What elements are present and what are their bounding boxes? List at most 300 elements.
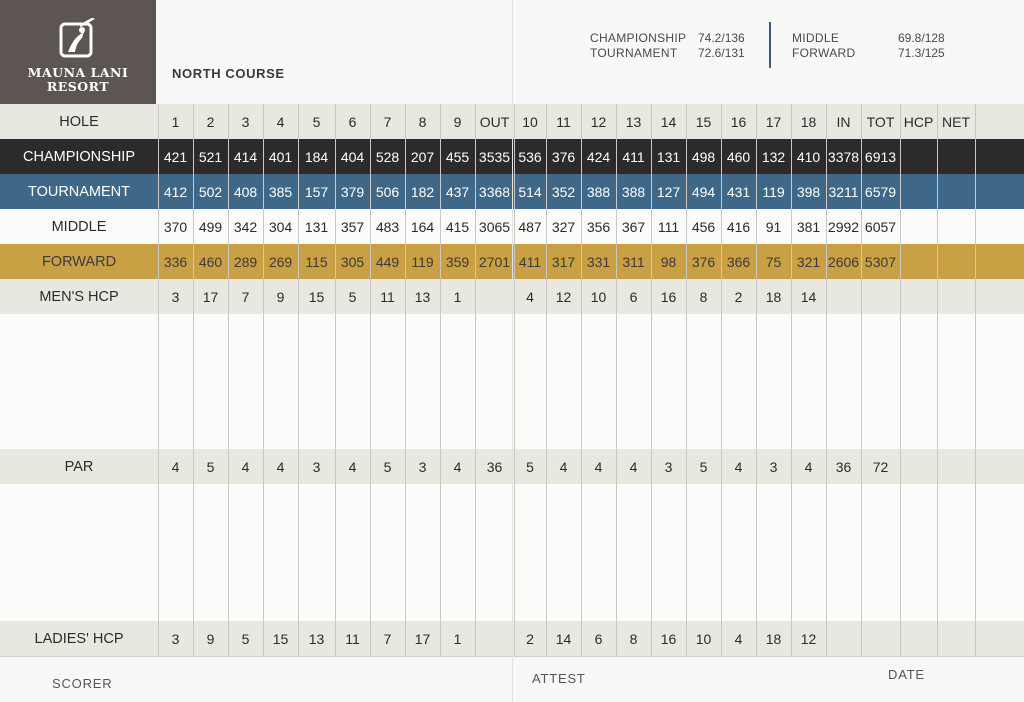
score-cell[interactable] xyxy=(193,554,228,589)
score-cell[interactable] xyxy=(861,519,900,554)
score-cell: 18 xyxy=(765,288,782,305)
score-cell: 14 xyxy=(800,288,817,305)
logo-line1: MAUNA LANI xyxy=(27,65,129,80)
score-cell: 13 xyxy=(414,288,431,305)
score-cell[interactable] xyxy=(228,554,263,589)
score-cell[interactable] xyxy=(440,484,475,519)
score-cell: 401 xyxy=(268,148,293,165)
score-cell[interactable] xyxy=(975,484,1024,519)
score-cell[interactable] xyxy=(937,519,975,554)
score-cell: 11 xyxy=(345,630,360,647)
score-cell[interactable] xyxy=(826,519,861,554)
score-cell[interactable] xyxy=(686,349,721,384)
score-cell[interactable] xyxy=(158,519,193,554)
score-cell[interactable] xyxy=(514,384,546,419)
score-cell[interactable] xyxy=(975,519,1024,554)
score-cell: 366 xyxy=(726,253,751,270)
score-cell: 8 xyxy=(418,113,427,130)
score-cell[interactable] xyxy=(791,484,826,519)
score-cell[interactable] xyxy=(651,554,686,589)
score-cell: 460 xyxy=(726,148,751,165)
score-cell: 506 xyxy=(375,183,400,200)
score-cell: 289 xyxy=(233,253,258,270)
score-cell: 5 xyxy=(383,458,392,475)
score-cell: 412 xyxy=(163,183,188,200)
row-label: HOLE xyxy=(59,113,99,130)
score-cell: 3 xyxy=(418,458,427,475)
score-cell[interactable] xyxy=(937,589,975,624)
score-cell[interactable] xyxy=(581,484,616,519)
score-cell[interactable] xyxy=(158,384,193,419)
row-label xyxy=(0,589,158,624)
score-cell[interactable] xyxy=(791,314,826,349)
score-cell xyxy=(900,244,937,279)
score-cell[interactable] xyxy=(616,314,651,349)
score-cell: 75 xyxy=(765,253,782,270)
score-cell[interactable] xyxy=(900,519,937,554)
score-cell: OUT xyxy=(479,113,510,130)
score-cell[interactable] xyxy=(514,349,546,384)
score-cell[interactable] xyxy=(370,589,405,624)
score-cell[interactable] xyxy=(440,384,475,419)
logo xyxy=(0,0,156,104)
score-cell[interactable] xyxy=(370,519,405,554)
score-cell[interactable] xyxy=(581,589,616,624)
score-cell[interactable] xyxy=(370,554,405,589)
rating-divider xyxy=(769,22,771,68)
score-cell xyxy=(975,279,1024,314)
score-cell: 2701 xyxy=(478,253,511,270)
score-cell: 9 xyxy=(206,630,215,647)
score-cell[interactable] xyxy=(335,314,370,349)
score-cell: 416 xyxy=(726,218,751,235)
score-cell[interactable] xyxy=(861,314,900,349)
score-cell: 72 xyxy=(872,458,889,475)
score-cell[interactable] xyxy=(263,484,298,519)
score-cell: 127 xyxy=(656,183,681,200)
score-cell: 119 xyxy=(411,253,434,270)
grid-line xyxy=(861,104,862,656)
score-cell: 157 xyxy=(304,183,329,200)
score-cell[interactable] xyxy=(546,349,581,384)
score-cell[interactable] xyxy=(228,519,263,554)
score-cell xyxy=(900,449,937,484)
score-cell[interactable] xyxy=(651,384,686,419)
score-cell: 3211 xyxy=(828,183,859,200)
score-cell[interactable] xyxy=(937,554,975,589)
score-cell[interactable] xyxy=(686,314,721,349)
grid-line xyxy=(900,104,901,656)
grid-line xyxy=(581,104,582,656)
score-cell: 6 xyxy=(594,630,603,647)
score-cell: 321 xyxy=(796,253,821,270)
score-cell[interactable] xyxy=(335,349,370,384)
score-cell[interactable] xyxy=(405,589,440,624)
score-cell[interactable] xyxy=(158,349,193,384)
score-cell: 3 xyxy=(241,113,250,130)
score-cell[interactable] xyxy=(686,484,721,519)
card-fold xyxy=(512,0,513,702)
score-cell[interactable] xyxy=(900,484,937,519)
score-cell[interactable] xyxy=(335,589,370,624)
score-cell[interactable] xyxy=(440,519,475,554)
score-cell[interactable] xyxy=(546,554,581,589)
score-cell[interactable] xyxy=(721,519,756,554)
score-cell: 421 xyxy=(163,148,188,165)
score-cell: 13 xyxy=(308,630,325,647)
score-cell: 4 xyxy=(276,458,285,475)
score-cell[interactable] xyxy=(514,314,546,349)
score-cell[interactable] xyxy=(861,484,900,519)
score-cell[interactable] xyxy=(405,519,440,554)
score-cell[interactable] xyxy=(440,314,475,349)
score-cell[interactable] xyxy=(228,349,263,384)
score-cell: 356 xyxy=(586,218,611,235)
score-cell[interactable] xyxy=(440,589,475,624)
score-cell[interactable] xyxy=(298,519,335,554)
score-cell[interactable] xyxy=(546,314,581,349)
score-cell: 15 xyxy=(308,288,325,305)
score-cell[interactable] xyxy=(158,554,193,589)
score-cell[interactable] xyxy=(581,384,616,419)
score-cell[interactable] xyxy=(581,314,616,349)
score-cell[interactable] xyxy=(721,384,756,419)
score-cell[interactable] xyxy=(721,314,756,349)
score-cell[interactable] xyxy=(581,554,616,589)
score-cell[interactable] xyxy=(193,519,228,554)
score-cell xyxy=(975,139,1024,174)
score-cell[interactable] xyxy=(651,589,686,624)
score-cell[interactable] xyxy=(228,589,263,624)
grid-line xyxy=(158,104,159,656)
score-cell: 6579 xyxy=(864,183,897,200)
score-cell: 410 xyxy=(796,148,821,165)
score-cell[interactable] xyxy=(756,384,791,419)
score-cell[interactable] xyxy=(616,589,651,624)
score-cell: 498 xyxy=(691,148,716,165)
row-label xyxy=(0,349,158,384)
score-cell: 119 xyxy=(762,183,785,200)
score-cell[interactable] xyxy=(686,554,721,589)
score-cell[interactable] xyxy=(900,349,937,384)
score-cell[interactable] xyxy=(900,554,937,589)
grid-line xyxy=(975,104,976,656)
score-cell[interactable] xyxy=(937,314,975,349)
score-cell[interactable] xyxy=(546,519,581,554)
score-cell[interactable] xyxy=(475,314,514,349)
score-cell: 404 xyxy=(340,148,365,165)
score-cell[interactable] xyxy=(298,484,335,519)
score-cell: 4 xyxy=(559,458,568,475)
score-cell[interactable] xyxy=(721,484,756,519)
score-cell xyxy=(900,209,937,244)
score-cell[interactable] xyxy=(975,554,1024,589)
score-cell: 2 xyxy=(734,288,743,305)
row-label: PAR xyxy=(64,458,94,475)
score-cell: 11 xyxy=(380,288,395,305)
score-cell: 305 xyxy=(340,253,365,270)
score-cell: 388 xyxy=(586,183,611,200)
score-cell xyxy=(937,279,975,314)
score-cell[interactable] xyxy=(335,519,370,554)
score-cell[interactable] xyxy=(335,554,370,589)
score-cell: 2606 xyxy=(827,253,860,270)
score-cell: 376 xyxy=(551,148,576,165)
score-cell[interactable] xyxy=(900,384,937,419)
score-cell[interactable] xyxy=(756,519,791,554)
score-cell: 7 xyxy=(241,288,250,305)
score-cell[interactable] xyxy=(475,554,514,589)
score-cell[interactable] xyxy=(937,384,975,419)
score-cell[interactable] xyxy=(193,589,228,624)
score-cell[interactable] xyxy=(405,314,440,349)
score-cell: 357 xyxy=(340,218,365,235)
score-cell[interactable] xyxy=(514,589,546,624)
score-cell[interactable] xyxy=(263,314,298,349)
score-cell: 487 xyxy=(518,218,542,235)
score-cell[interactable] xyxy=(651,314,686,349)
score-cell[interactable] xyxy=(193,484,228,519)
grid-line xyxy=(721,104,722,656)
row-label: MEN'S HCP xyxy=(39,288,119,305)
score-cell: 17 xyxy=(765,113,782,130)
score-cell: 131 xyxy=(304,218,329,235)
grid-line xyxy=(514,104,515,656)
score-cell xyxy=(861,279,900,314)
score-cell[interactable] xyxy=(756,589,791,624)
score-cell: 17 xyxy=(414,630,431,647)
score-cell[interactable] xyxy=(826,314,861,349)
score-cell[interactable] xyxy=(546,589,581,624)
score-cell[interactable] xyxy=(335,484,370,519)
rating-name: MIDDLE xyxy=(792,31,840,45)
score-cell: 455 xyxy=(445,148,470,165)
grid-line xyxy=(937,104,938,656)
score-cell[interactable] xyxy=(756,484,791,519)
score-cell[interactable] xyxy=(826,349,861,384)
score-cell: 449 xyxy=(375,253,400,270)
score-cell[interactable] xyxy=(298,554,335,589)
score-cell: 327 xyxy=(551,218,576,235)
score-cell[interactable] xyxy=(475,519,514,554)
score-cell[interactable] xyxy=(298,314,335,349)
score-cell: 331 xyxy=(586,253,611,270)
score-cell[interactable] xyxy=(546,384,581,419)
score-cell: 14 xyxy=(660,113,677,130)
score-cell[interactable] xyxy=(158,589,193,624)
score-cell[interactable] xyxy=(193,349,228,384)
score-cell[interactable] xyxy=(193,384,228,419)
score-cell[interactable] xyxy=(228,384,263,419)
score-cell[interactable] xyxy=(826,554,861,589)
score-cell[interactable] xyxy=(686,519,721,554)
score-cell: 10 xyxy=(695,630,712,647)
grid-line xyxy=(651,104,652,656)
score-cell[interactable] xyxy=(826,384,861,419)
score-cell: TOT xyxy=(866,113,895,130)
score-cell xyxy=(900,279,937,314)
score-cell[interactable] xyxy=(826,484,861,519)
score-cell[interactable] xyxy=(193,314,228,349)
score-cell[interactable] xyxy=(756,554,791,589)
score-cell[interactable] xyxy=(616,554,651,589)
score-cell[interactable] xyxy=(158,484,193,519)
score-cell[interactable] xyxy=(370,384,405,419)
resort-emblem-icon xyxy=(58,18,96,58)
score-cell: 385 xyxy=(268,183,293,200)
grid-line xyxy=(298,104,299,656)
score-cell[interactable] xyxy=(791,384,826,419)
score-cell[interactable] xyxy=(616,484,651,519)
score-cell[interactable] xyxy=(616,384,651,419)
score-cell[interactable] xyxy=(975,589,1024,624)
score-cell: 528 xyxy=(375,148,400,165)
score-cell[interactable] xyxy=(721,589,756,624)
score-cell[interactable] xyxy=(370,349,405,384)
score-cell[interactable] xyxy=(263,589,298,624)
score-cell[interactable] xyxy=(475,589,514,624)
score-cell[interactable] xyxy=(721,349,756,384)
score-cell[interactable] xyxy=(756,349,791,384)
score-cell[interactable] xyxy=(581,519,616,554)
rating-row xyxy=(590,46,745,61)
grid-line xyxy=(440,104,441,656)
row-label: FORWARD xyxy=(41,253,117,270)
score-cell[interactable] xyxy=(514,519,546,554)
score-cell[interactable] xyxy=(861,589,900,624)
score-cell: 379 xyxy=(340,183,365,200)
score-cell: 4 xyxy=(453,458,462,475)
grid-line xyxy=(475,104,476,656)
score-cell[interactable] xyxy=(651,519,686,554)
score-cell: 521 xyxy=(198,148,223,165)
score-cell: 424 xyxy=(586,148,611,165)
score-cell[interactable] xyxy=(861,384,900,419)
score-cell: 536 xyxy=(518,148,542,165)
rating-value: 69.8/128 xyxy=(898,31,945,45)
score-cell[interactable] xyxy=(475,384,514,419)
score-cell: 207 xyxy=(410,148,435,165)
score-cell[interactable] xyxy=(791,349,826,384)
score-cell[interactable] xyxy=(514,554,546,589)
score-cell[interactable] xyxy=(263,519,298,554)
score-cell[interactable] xyxy=(405,484,440,519)
score-cell[interactable] xyxy=(475,484,514,519)
score-cell: 7 xyxy=(383,113,392,130)
score-cell: 311 xyxy=(622,253,645,270)
score-cell: 12 xyxy=(800,630,817,647)
score-cell[interactable] xyxy=(370,314,405,349)
score-cell: 164 xyxy=(410,218,435,235)
score-cell[interactable] xyxy=(756,314,791,349)
score-cell[interactable] xyxy=(405,349,440,384)
score-cell[interactable] xyxy=(900,589,937,624)
score-cell[interactable] xyxy=(721,554,756,589)
score-cell xyxy=(937,449,975,484)
score-cell[interactable] xyxy=(158,314,193,349)
score-cell xyxy=(975,104,1024,139)
score-cell[interactable] xyxy=(937,349,975,384)
grid-line xyxy=(686,104,687,656)
score-cell[interactable] xyxy=(263,554,298,589)
score-cell[interactable] xyxy=(405,554,440,589)
score-cell[interactable] xyxy=(514,484,546,519)
score-cell[interactable] xyxy=(440,349,475,384)
score-cell[interactable] xyxy=(298,349,335,384)
score-cell: 12 xyxy=(555,288,572,305)
score-cell: 3 xyxy=(769,458,778,475)
score-cell[interactable] xyxy=(263,349,298,384)
score-cell: 1 xyxy=(453,288,462,305)
score-cell[interactable] xyxy=(335,384,370,419)
score-cell[interactable] xyxy=(791,554,826,589)
ratings-left xyxy=(590,31,745,61)
score-cell[interactable] xyxy=(975,384,1024,419)
score-cell[interactable] xyxy=(975,349,1024,384)
score-cell[interactable] xyxy=(370,484,405,519)
grid-line xyxy=(193,104,194,656)
score-cell: 4 xyxy=(594,458,603,475)
score-cell[interactable] xyxy=(861,349,900,384)
score-cell[interactable] xyxy=(228,484,263,519)
score-cell: 483 xyxy=(375,218,400,235)
grid-line xyxy=(370,104,371,656)
score-cell[interactable] xyxy=(826,589,861,624)
score-cell[interactable] xyxy=(228,314,263,349)
logo-text xyxy=(0,66,156,94)
score-cell[interactable] xyxy=(686,384,721,419)
score-cell: 415 xyxy=(445,218,470,235)
score-cell[interactable] xyxy=(298,589,335,624)
score-cell[interactable] xyxy=(405,384,440,419)
score-cell[interactable] xyxy=(861,554,900,589)
score-cell xyxy=(900,174,937,209)
score-cell[interactable] xyxy=(791,589,826,624)
score-cell: 132 xyxy=(761,148,786,165)
score-cell[interactable] xyxy=(440,554,475,589)
score-cell[interactable] xyxy=(651,349,686,384)
score-cell: 115 xyxy=(305,253,328,270)
score-cell: 5 xyxy=(526,458,534,475)
score-cell: 5 xyxy=(206,458,215,475)
score-cell: 342 xyxy=(233,218,258,235)
score-cell[interactable] xyxy=(686,589,721,624)
score-cell[interactable] xyxy=(475,349,514,384)
rating-name: CHAMPIONSHIP xyxy=(590,31,687,45)
score-cell: 4 xyxy=(348,458,357,475)
score-cell: 3 xyxy=(312,458,321,475)
score-cell[interactable] xyxy=(616,519,651,554)
score-cell[interactable] xyxy=(937,484,975,519)
score-cell[interactable] xyxy=(298,384,335,419)
score-cell[interactable] xyxy=(616,349,651,384)
score-cell[interactable] xyxy=(900,314,937,349)
score-cell: 2992 xyxy=(827,218,860,235)
score-cell[interactable] xyxy=(975,314,1024,349)
score-cell: 10 xyxy=(522,113,538,130)
score-cell: 336 xyxy=(163,253,188,270)
score-cell[interactable] xyxy=(546,484,581,519)
score-cell: 111 xyxy=(657,218,680,235)
score-cell[interactable] xyxy=(581,349,616,384)
scorer-label: SCORER xyxy=(52,676,113,691)
score-cell[interactable] xyxy=(791,519,826,554)
score-cell[interactable] xyxy=(263,384,298,419)
score-cell[interactable] xyxy=(651,484,686,519)
rating-name: FORWARD xyxy=(792,46,856,60)
score-cell: 5 xyxy=(241,630,250,647)
score-cell: 4 xyxy=(734,630,743,647)
